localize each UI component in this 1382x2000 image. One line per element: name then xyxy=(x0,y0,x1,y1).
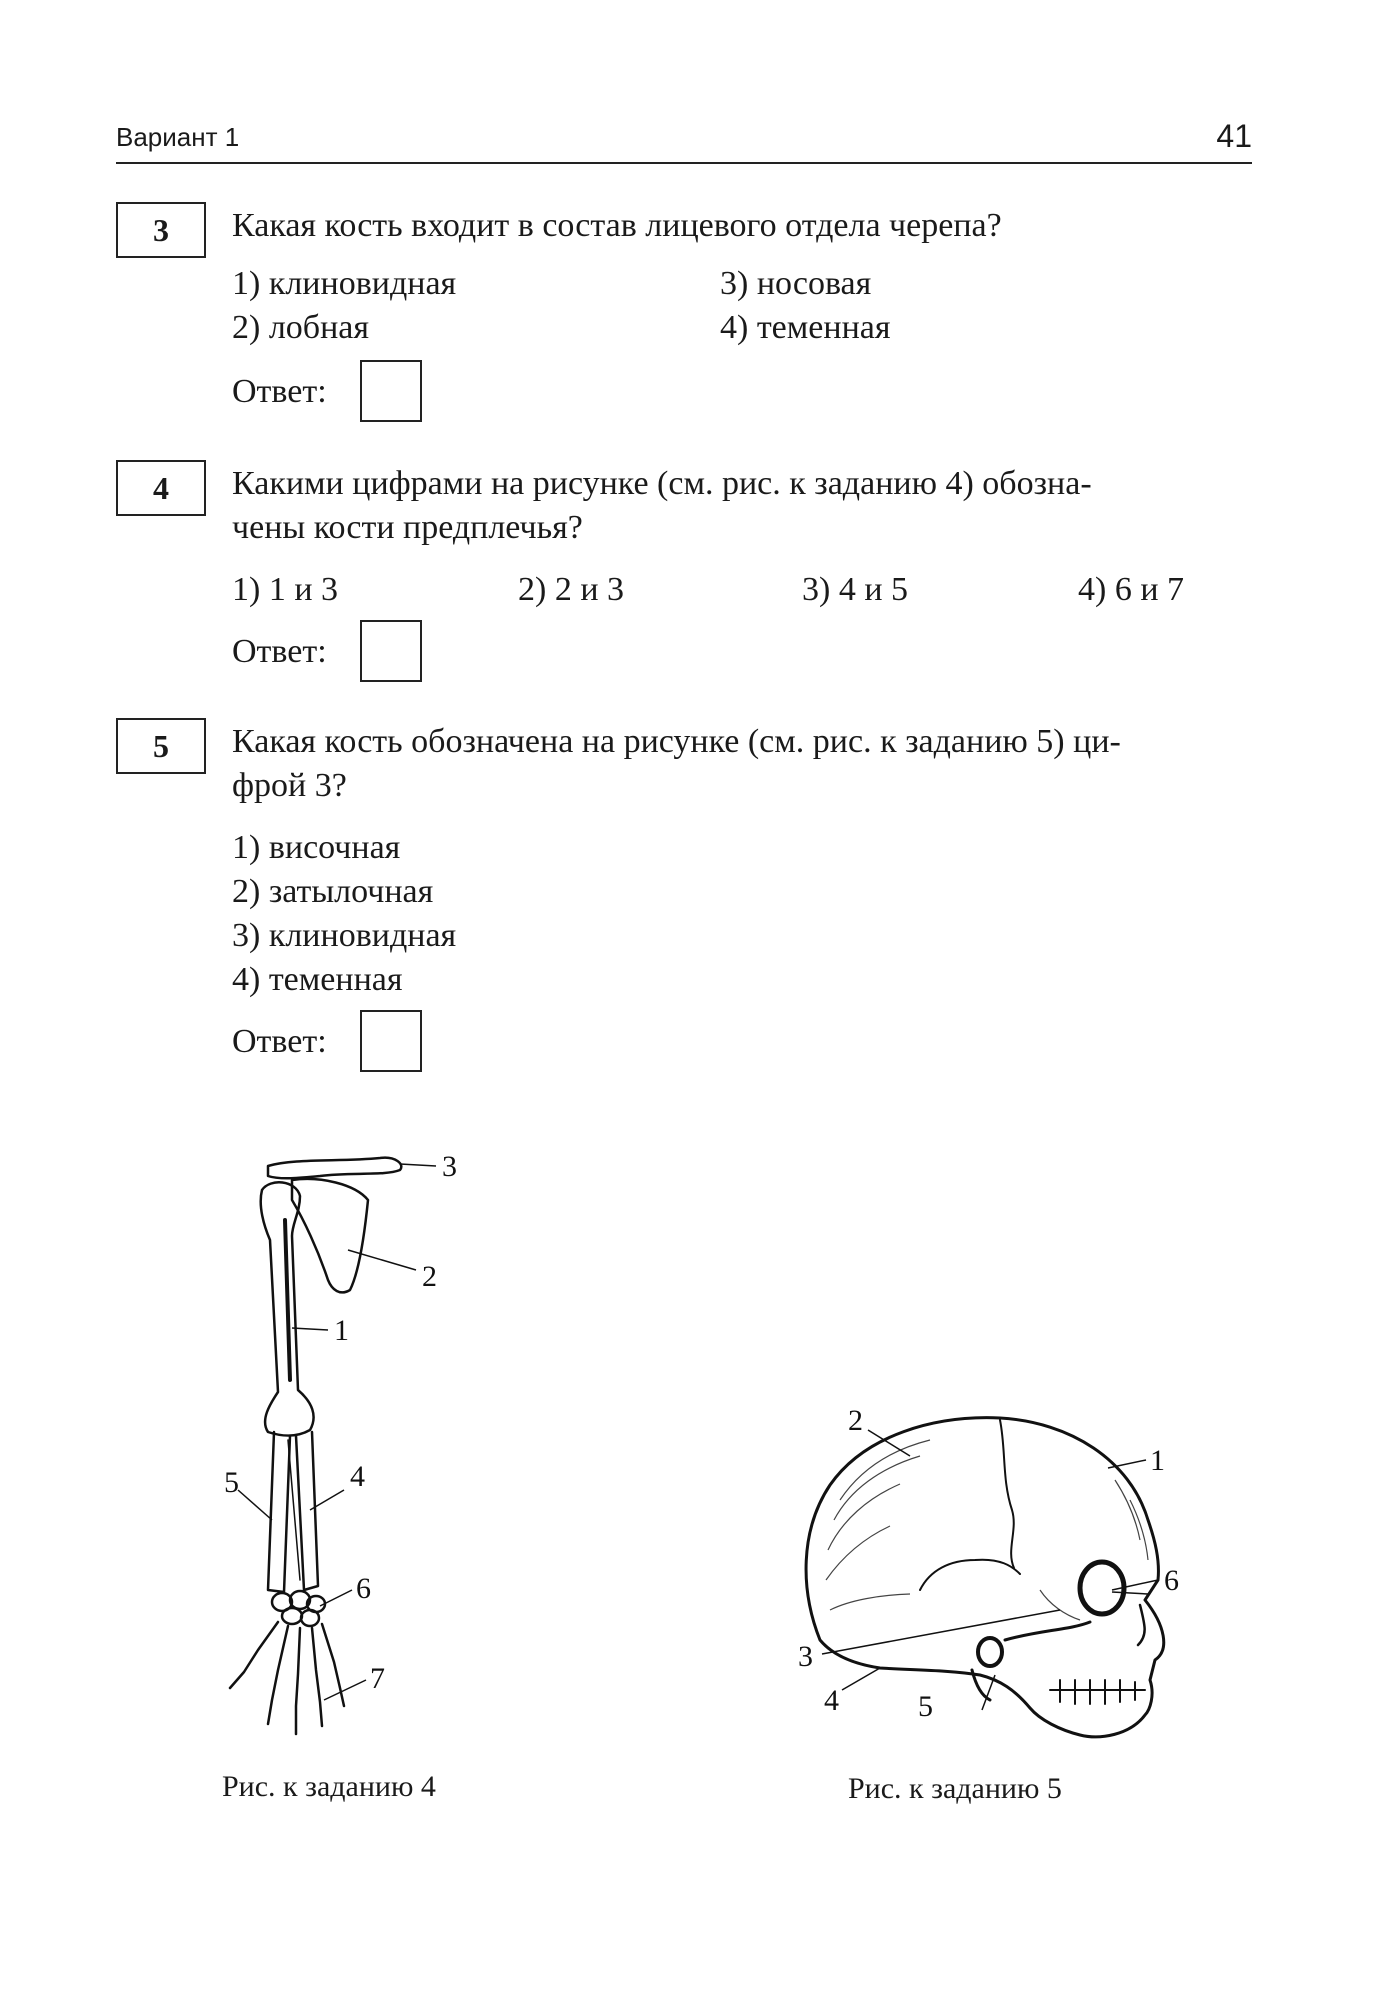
option-1[interactable]: 1) 1 и 3 xyxy=(232,571,339,608)
page-header xyxy=(116,118,1252,164)
arm-label-7: 7 xyxy=(370,1662,385,1695)
skull-label-4: 4 xyxy=(824,1684,839,1717)
temporal-squama xyxy=(920,1560,1020,1590)
humerus-shaft-line xyxy=(285,1220,290,1380)
skull-label-6: 6 xyxy=(1164,1564,1179,1597)
option-1[interactable]: 1) клиновидная xyxy=(232,265,457,302)
task-number-box: 3 xyxy=(116,202,206,258)
question-text xyxy=(232,720,1256,808)
clavicle-bone xyxy=(268,1158,401,1179)
skull-label-2: 2 xyxy=(848,1404,863,1437)
zygomatic-arch xyxy=(1005,1622,1090,1640)
task-number-box: 4 xyxy=(116,460,206,516)
question-text xyxy=(232,462,1256,550)
arm-label-5: 5 xyxy=(224,1466,239,1499)
ulna-bone xyxy=(268,1432,290,1592)
option-3[interactable]: 3) носовая xyxy=(720,265,872,302)
task-3 xyxy=(116,202,1256,442)
arm-label-6: 6 xyxy=(356,1572,371,1605)
answer-box[interactable] xyxy=(360,360,422,422)
answer-row xyxy=(232,630,327,674)
answer-box[interactable] xyxy=(360,620,422,682)
skull-label-1: 1 xyxy=(1150,1444,1165,1477)
coronal-suture xyxy=(1000,1420,1014,1568)
answer-row xyxy=(232,1020,327,1064)
arm-skeleton-figure xyxy=(200,1140,500,1760)
skull-label-5: 5 xyxy=(918,1690,933,1723)
arm-label-2: 2 xyxy=(422,1260,437,1293)
option-2[interactable]: 2) затылочная xyxy=(232,873,434,910)
option-3[interactable]: 3) клиновидная xyxy=(232,917,457,954)
figure-caption-skull: Рис. к заданию 5 xyxy=(848,1772,1062,1805)
finger-bones xyxy=(268,1626,288,1724)
answer-label: Ответ: xyxy=(232,1023,327,1060)
variant-label: Вариант 1 xyxy=(116,122,240,152)
skull-label-3: 3 xyxy=(798,1640,813,1673)
option-4[interactable]: 4) теменная xyxy=(720,309,891,346)
task-5 xyxy=(116,718,1256,1078)
question-line-1: Какими цифрами на рисунке (см. рис. к заданию 4) обозна- xyxy=(232,465,1092,502)
finger-bones xyxy=(296,1628,300,1734)
skull-outline xyxy=(806,1418,1164,1737)
page-number: 41 xyxy=(1216,118,1252,154)
ear-opening xyxy=(978,1638,1002,1666)
answer-box[interactable] xyxy=(360,1010,422,1072)
option-4[interactable]: 4) 6 и 7 xyxy=(1078,571,1185,608)
answer-label: Ответ: xyxy=(232,633,327,670)
arm-label-4: 4 xyxy=(350,1460,365,1493)
orbit xyxy=(1080,1562,1124,1614)
figure-caption-arm: Рис. к заданию 4 xyxy=(222,1770,436,1803)
skull-figure xyxy=(750,1390,1210,1760)
question-line-2: чены кости предплечья? xyxy=(232,509,583,546)
finger-bones xyxy=(322,1624,344,1706)
answer-label: Ответ: xyxy=(232,373,327,410)
option-2[interactable]: 2) лобная xyxy=(232,309,370,346)
question-text: Какая кость входит в состав лицевого отдела черепа? xyxy=(232,207,1002,244)
task-number-box: 5 xyxy=(116,718,206,774)
thumb-bones xyxy=(230,1622,278,1688)
teeth xyxy=(1060,1680,1135,1704)
answer-row xyxy=(232,370,327,414)
task-4 xyxy=(116,460,1256,700)
finger-bones xyxy=(312,1628,322,1726)
option-3[interactable]: 3) 4 и 5 xyxy=(802,571,909,608)
option-2[interactable]: 2) 2 и 3 xyxy=(518,571,625,608)
question-line-2: фрой 3? xyxy=(232,767,347,804)
arm-label-1: 1 xyxy=(334,1314,349,1347)
nasal-bone xyxy=(1138,1605,1145,1645)
arm-label-3: 3 xyxy=(442,1150,457,1183)
carpal-bone xyxy=(301,1610,319,1626)
question-line-1: Какая кость обозначена на рисунке (см. рис. к заданию 5) ци- xyxy=(232,723,1121,760)
carpal-bone xyxy=(282,1608,302,1624)
scapula-bone xyxy=(292,1179,368,1292)
option-4[interactable]: 4) теменная xyxy=(232,961,403,998)
option-1[interactable]: 1) височная xyxy=(232,829,401,866)
